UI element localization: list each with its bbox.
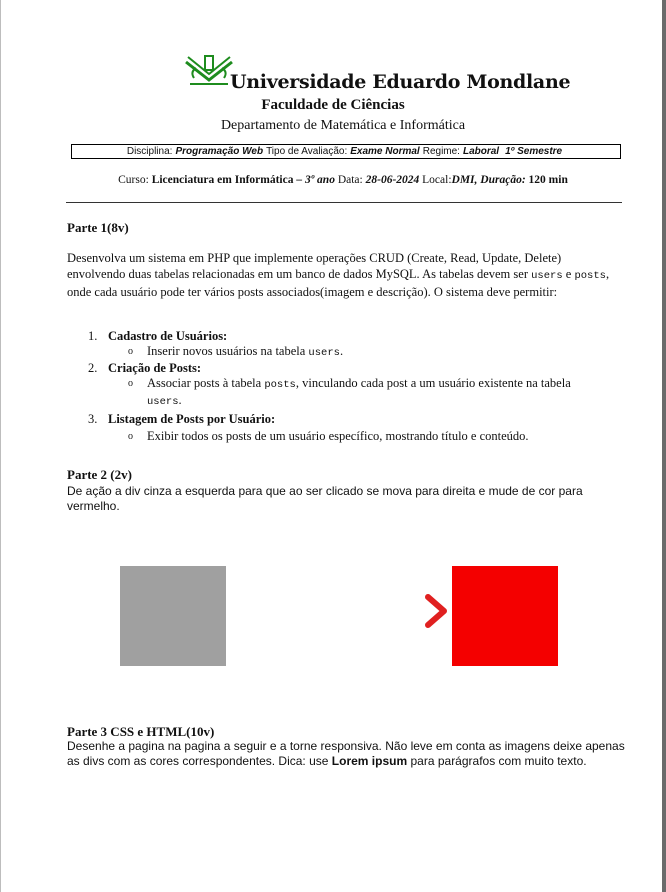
red-div <box>452 566 558 666</box>
item-title: Criação de Posts: <box>108 361 202 375</box>
part1-intro-e: e <box>562 267 575 281</box>
code-users: users <box>147 396 179 408</box>
requirements-list <box>88 329 608 444</box>
part3-lorem-ipsum: Lorem ipsum <box>331 754 408 768</box>
list-item <box>88 329 608 344</box>
list-item <box>88 361 608 376</box>
part2-title: Parte 2 (2v) <box>67 467 132 482</box>
discipline-label: Disciplina: <box>126 146 173 157</box>
local-value: DMI, <box>451 174 478 186</box>
exam-info-box <box>71 144 621 159</box>
sub-item <box>88 376 608 410</box>
part2-text: De ação a div cinza a esquerda para que ao ser clicado se mova para direita e mude de cor para vermelho. <box>67 484 583 513</box>
discipline-value: Programação Web <box>175 146 264 157</box>
item-number: 1. <box>88 329 98 343</box>
bullet-icon: o <box>128 378 133 389</box>
item-title: Cadastro de Usuários: <box>108 329 228 343</box>
local-label: Local: <box>422 174 452 186</box>
duration-value: 120 min <box>528 174 568 186</box>
course-value: Licenciatura em Informática <box>151 174 294 186</box>
sub-item <box>88 429 608 444</box>
part3-text-1: Desenhe a pagina na pagina a seguir e a torne responsiva. Não leve em conta as imagens deixe apenas as divs com as cores correspondentes. Dica: use <box>67 739 625 768</box>
sub-item-text: Inserir novos usuários na tabela <box>147 344 309 358</box>
evaluation-value: Exame Normal <box>350 146 420 157</box>
part1-intro <box>67 250 615 300</box>
course-label: Curso: <box>118 174 149 186</box>
header-divider <box>66 202 622 203</box>
code-posts: posts <box>264 379 296 391</box>
department-name: Departamento de Matemática e Informática <box>220 118 466 133</box>
semester-value: 1º Semestre <box>505 146 563 157</box>
bullet-icon: o <box>128 346 133 357</box>
part3-text <box>67 739 629 769</box>
sub-item-text: , vinculando cada post a um usuário existente na tabela <box>295 376 571 390</box>
bullet-icon: o <box>128 431 133 442</box>
regime-label: Regime: <box>422 146 460 157</box>
course-year: – 3º ano <box>296 174 335 186</box>
date-value: 28-06-2024 <box>365 174 420 186</box>
code-posts: posts <box>574 270 606 282</box>
part3-text-2: para parágrafos com muito texto. <box>407 754 587 768</box>
sub-item-text: Exibir todos os posts de um usuário específico, mostrando título e conteúdo. <box>147 429 529 443</box>
faculty-name: Faculdade de Ciências <box>261 97 405 113</box>
code-users: users <box>531 270 563 282</box>
part1-intro-text-1: Desenvolva um sistema em PHP que implemente operações CRUD (Create, Read, Update, Delete) envolvendo duas tabelas relacionadas em um banco de dados MySQL. As tabelas devem ser <box>67 251 562 281</box>
duration-label: Duração: <box>480 174 526 186</box>
sub-item-text: . <box>178 393 182 407</box>
part3-title: Parte 3 CSS e HTML(10v) <box>67 724 215 739</box>
item-title: Listagem de Posts por Usuário: <box>108 412 276 426</box>
part1-intro-text-2: , onde cada usuário pode ter vários posts associados(imagem e descrição). O sistema deve permitir: <box>67 267 610 299</box>
gray-div[interactable] <box>120 566 226 666</box>
university-logo-icon <box>184 54 234 88</box>
course-info-line <box>0 174 666 186</box>
list-item <box>88 412 608 427</box>
item-number: 2. <box>88 361 98 375</box>
sub-item <box>88 344 608 361</box>
arrow-right-icon <box>228 590 454 634</box>
part1-title: Parte 1(8v) <box>67 220 129 235</box>
university-name: Universidade Eduardo Mondlane <box>230 71 571 93</box>
sub-item-text: . <box>339 344 344 358</box>
regime-value: Laboral <box>462 146 500 157</box>
date-label: Data: <box>337 174 363 186</box>
code-users: users <box>308 347 340 359</box>
item-number: 3. <box>88 412 98 426</box>
evaluation-label: Tipo de Avaliação: <box>266 146 348 157</box>
sub-item-text: Associar posts à tabela <box>147 376 265 390</box>
